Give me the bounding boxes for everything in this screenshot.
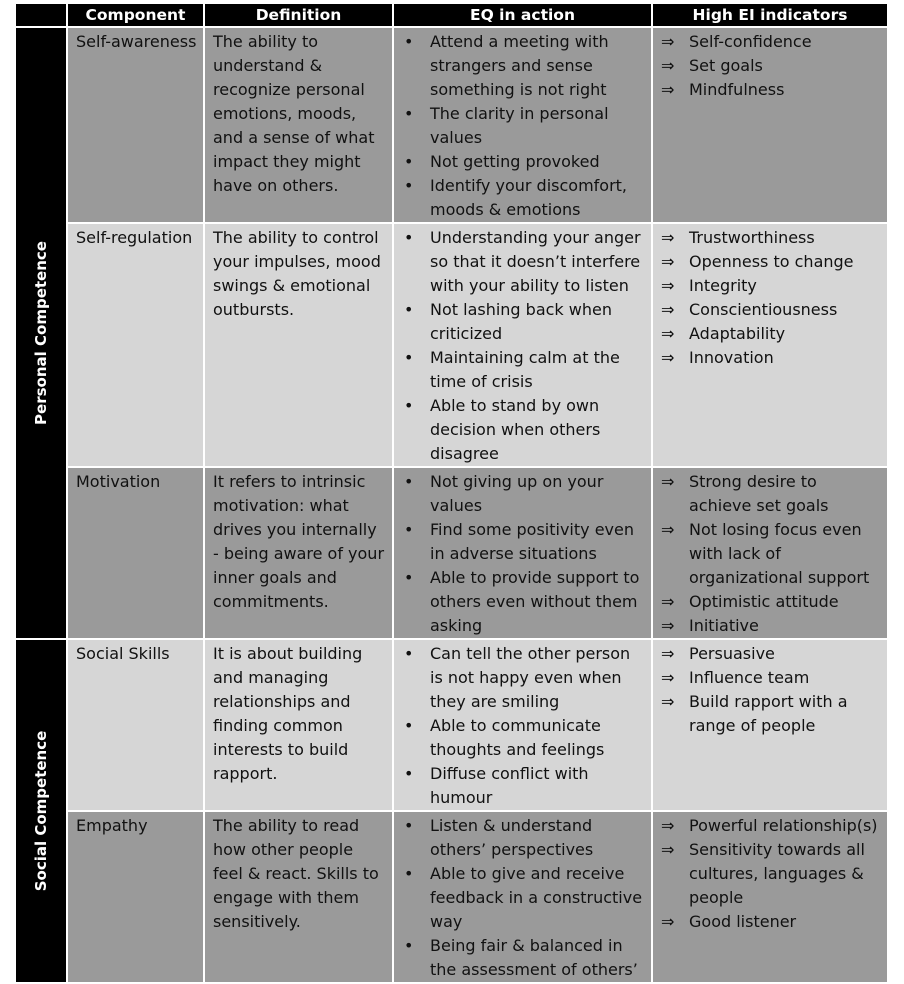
table-row [15,27,888,223]
eq-cell [393,223,652,467]
definition-cell: The ability to read how other people feel & react. Skills to engage with them sensitively. [204,811,393,983]
eq-item: • Able to give and receive feedback in a constructive way [402,862,645,934]
indicator-item: ⇒ Persuasive [661,642,881,666]
indicator-item: ⇒ Trustworthiness [661,226,881,250]
header-eq-in-action: EQ in action [393,3,652,27]
indicator-item: ⇒ Innovation [661,346,881,370]
group-label: Personal Competence [32,241,50,425]
eq-item: • Not lashing back when criticized [402,298,645,346]
indicators-cell [652,811,888,983]
header-component: Component [67,3,204,27]
component-cell: Empathy [67,811,204,983]
indicator-item: ⇒ Mindfulness [661,78,881,102]
header-definition: Definition [204,3,393,27]
eq-item: • Able to stand by own decision when others disagree [402,394,645,466]
eq-item: • Being fair & balanced in the assessment of others’ [402,934,645,982]
eq-table [14,2,887,984]
indicator-item: ⇒ Influence team [661,666,881,690]
eq-item: • Diffuse conflict with humour [402,762,645,810]
eq-item: • Not getting provoked [402,150,645,174]
table-row [15,639,888,811]
indicator-item: ⇒ Set goals [661,54,881,78]
eq-item: • Identify your discomfort, moods & emotions [402,174,645,222]
component-cell: Motivation [67,467,204,639]
definition-cell: It is about building and managing relationships and finding common interests to build rapport. [204,639,393,811]
indicator-item: ⇒ Not losing focus even with lack of organizational support [661,518,881,590]
eq-item: • Able to provide support to others even without them asking [402,566,645,638]
group-personal-competence [15,27,67,639]
indicators-cell [652,27,888,223]
indicator-item: ⇒ Optimistic attitude [661,590,881,614]
eq-item: • Maintaining calm at the time of crisis [402,346,645,394]
eq-cell [393,639,652,811]
eq-cell [393,467,652,639]
table-row [15,811,888,983]
indicator-item: ⇒ Conscientiousness [661,298,881,322]
eq-item: • Attend a meeting with strangers and sense something is not right [402,30,645,102]
indicator-item: ⇒ Sensitivity towards all cultures, languages & people [661,838,881,910]
indicator-item: ⇒ Adaptability [661,322,881,346]
eq-cell [393,27,652,223]
eq-item: • Understanding your anger so that it doesn’t interfere with your ability to listen [402,226,645,298]
eq-cell [393,811,652,983]
header-high-ei-indicators: High EI indicators [652,3,888,27]
indicator-item: ⇒ Powerful relationship(s) [661,814,881,838]
indicator-item: ⇒ Initiative [661,614,881,638]
component-cell: Self-awareness [67,27,204,223]
eq-item: • Find some positivity even in adverse situations [402,518,645,566]
component-cell: Self-regulation [67,223,204,467]
header-row [15,3,888,27]
indicator-item: ⇒ Self-confidence [661,30,881,54]
definition-cell: The ability to understand & recognize personal emotions, moods, and a sense of what impact they might have on others. [204,27,393,223]
header-corner [15,3,67,27]
component-cell: Social Skills [67,639,204,811]
definition-cell: It refers to intrinsic motivation: what drives you internally - being aware of your inner goals and commitments. [204,467,393,639]
definition-cell: The ability to control your impulses, mood swings & emotional outbursts. [204,223,393,467]
group-social-competence [15,639,67,983]
eq-item: • The clarity in personal values [402,102,645,150]
eq-item: • Not giving up on your values [402,470,645,518]
eq-item: • Able to communicate thoughts and feelings [402,714,645,762]
indicator-item: ⇒ Build rapport with a range of people [661,690,881,738]
eq-item: • Listen & understand others’ perspectives [402,814,645,862]
indicator-item: ⇒ Strong desire to achieve set goals [661,470,881,518]
indicators-cell [652,639,888,811]
table-row [15,223,888,467]
eq-item: • Can tell the other person is not happy even when they are smiling [402,642,645,714]
indicators-cell [652,223,888,467]
group-label: Social Competence [32,730,50,892]
indicator-item: ⇒ Integrity [661,274,881,298]
indicator-item: ⇒ Good listener [661,910,881,934]
table-row [15,467,888,639]
indicator-item: ⇒ Openness to change [661,250,881,274]
indicators-cell [652,467,888,639]
